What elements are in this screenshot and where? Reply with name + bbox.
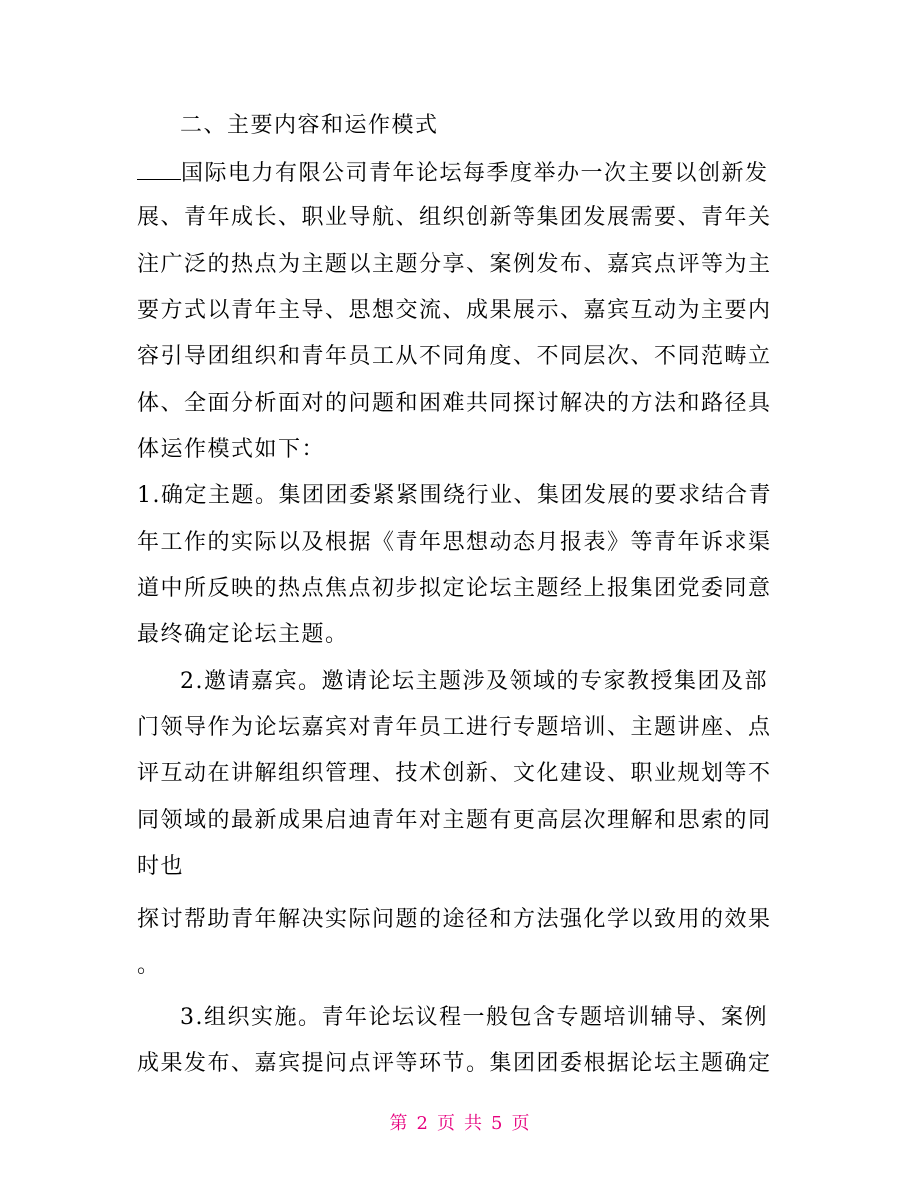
list-item-line: 门领导作为论坛嘉宾对青年员工进行专题培训、主题讲座、点	[137, 715, 772, 740]
list-item-line: 同领域的最新成果启迪青年对主题有更高层次理解和思索的同	[137, 808, 772, 833]
footer-total-number: 5	[491, 1113, 504, 1134]
list-item-line: 。	[137, 953, 161, 978]
list-item-line: 评互动在讲解组织管理、技术创新、文化建设、职业规划等不	[137, 761, 772, 786]
paragraph-line: 注广泛的热点为主题以主题分享、案例发布、嘉宾点评等为主	[137, 252, 772, 277]
list-item-line: 最终确定论坛主题。	[137, 622, 349, 647]
footer-page-number: 2	[416, 1113, 429, 1134]
page-footer	[0, 1113, 920, 1135]
paragraph-line	[137, 159, 769, 187]
list-item-line: 时也	[137, 854, 185, 879]
paragraph-line: 容引导团组织和青年员工从不同角度、不同层次、不同范畴立	[137, 344, 772, 369]
list-item-line: 3.组织实施。青年论坛议程一般包含专题培训辅导、案例	[180, 1005, 768, 1030]
list-item-line: 探讨帮助青年解决实际问题的途径和方法强化学以致用的效果	[137, 907, 772, 932]
section-heading: 二、主要内容和运作模式	[180, 113, 439, 138]
paragraph-line: 体运作模式如下：	[137, 437, 326, 462]
list-item-line: 年工作的实际以及根据《青年思想动态月报表》等青年诉求渠	[137, 530, 772, 555]
list-item-line: 1.确定主题。集团团委紧紧围绕行业、集团发展的要求结合青	[137, 483, 772, 508]
list-item-line: 2.邀请嘉宾。邀请论坛主题涉及领域的专家教授集团及部	[180, 669, 768, 694]
list-item-line: 道中所反映的热点焦点初步拟定论坛主题经上报集团党委同意	[137, 576, 772, 601]
list-item-line: 成果发布、嘉宾提问点评等环节。集团团委根据论坛主题确定	[137, 1051, 772, 1076]
paragraph-line: 要方式以青年主导、思想交流、成果展示、嘉宾互动为主要内	[137, 298, 772, 323]
footer-suffix: 页	[511, 1113, 531, 1134]
paragraph-line: 体、全面分析面对的问题和困难共同探讨解决的方法和路径具	[137, 391, 772, 416]
footer-total-word: 共	[464, 1113, 483, 1134]
paragraph-line-text: 国际电力有限公司青年论坛每季度举办一次主要以创新发	[181, 161, 769, 186]
footer-page-word: 页	[437, 1113, 456, 1134]
fill-in-blank	[137, 159, 181, 180]
paragraph-line: 展、青年成长、职业导航、组织创新等集团发展需要、青年关	[137, 205, 772, 230]
footer-prefix: 第	[389, 1113, 409, 1134]
